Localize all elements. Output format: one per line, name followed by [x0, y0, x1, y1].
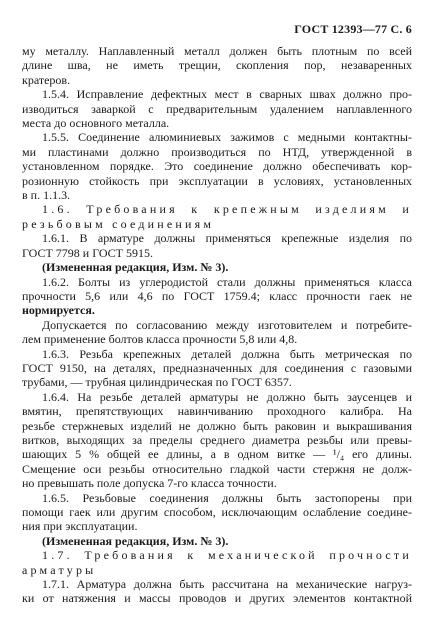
text-line: 1.7.1. Арматура должна быть рассчитана на механические нагруз-	[42, 577, 412, 592]
text-line: места до основного металла.	[22, 116, 170, 131]
text-line: ГОСТ 9150, на деталях, предназначенных для соединения с газовыми	[22, 360, 412, 375]
text-line: розионную стойкость при эксплуатации в условиях, установленных	[22, 173, 412, 188]
document-body	[22, 44, 412, 606]
text-line: 1.6. Требования к крепежным изделиям и	[42, 202, 412, 217]
text-line: 1.6.4. На резьбе деталей арматуры не должно быть заусенцев и	[42, 389, 412, 404]
text-line: кратеров.	[22, 72, 71, 87]
text-line: трубами, — трубная цилиндрическая по ГОСТ 6357.	[22, 375, 292, 390]
text-line: изводиться заваркой с предварительным удалением наплавленного	[22, 101, 412, 116]
text-line: 1.6.2. Болты из углеродистой стали должны применяться класса	[42, 274, 412, 289]
text-line: вмятин, препятствующих навинчиванию проходного калибра. На	[22, 404, 412, 419]
text-line: 1.5.5. Соединение алюминиевых зажимов с медными контактны-	[42, 130, 412, 145]
text-line: арматуры	[22, 562, 97, 577]
text-line: ки от натяжения и массы проводов и других элементов контактной	[22, 591, 412, 606]
page-header: ГОСТ 12393—77 С. 6	[294, 22, 412, 36]
text-line: шающих 5 % общей ее длины, а в одном витке — ¹/₄ его длины.	[22, 447, 412, 462]
text-line: 1.7. Требования к механической прочности	[42, 548, 412, 563]
text-line: резьбовым соединениям	[22, 216, 215, 231]
text-line: прочности 5,6 или 4,6 по ГОСТ 1759.4; класс прочности гаек не	[22, 288, 412, 303]
text-line: нормируется.	[22, 303, 95, 318]
text-line: ния при эксплуатации.	[22, 519, 138, 534]
text-line: в п. 1.1.3.	[22, 188, 71, 203]
text-line: Смещение оси резьбы относительно гладкой части стержня не долж-	[22, 461, 412, 476]
text-line: му металлу. Наплавленный металл должен быть плотным по всей	[22, 44, 412, 58]
text-line: длине шва, не иметь трещин, скопления пор, незаваренных	[22, 58, 412, 73]
text-line: 1.6.3. Резьба крепежных деталей должна быть метрическая по	[42, 346, 412, 361]
text-line: ГОСТ 7798 и ГОСТ 5915.	[22, 245, 153, 260]
text-line: (Измененная редакция, Изм. № 3).	[42, 260, 229, 275]
text-line: установленном порядке. Это соединение должно обеспечивать кор-	[22, 159, 412, 174]
text-line: ми пластинами должно производиться по НТД, утвержденной в	[22, 144, 412, 159]
text-line: 1.6.1. В арматуре должны применяться крепежные изделия по	[42, 231, 412, 246]
text-line: но превышать поле допуска 7-го класса точности.	[22, 476, 277, 491]
text-line: Допускается по согласованию между изготовителем и потребите-	[42, 317, 412, 332]
text-line: помощи гаек или другим способом, исключающим ослабление соедине-	[22, 505, 412, 519]
text-line: 1.5.4. Исправление дефектных мест в сварных швах должно про-	[42, 87, 412, 102]
text-line: 1.6.5. Резьбовые соединения должны быть застопорены при	[42, 490, 412, 505]
text-line: лем применение болтов класса прочности 5,8 или 4,8.	[22, 332, 298, 347]
text-line: (Измененная редакция, Изм. № 3).	[42, 533, 229, 548]
text-line: резьбе стержневых изделий не должно быть раковин и выкрашивания	[22, 418, 412, 433]
text-line: витков, выходящих за пределы среднего диаметра резьбы или превы-	[22, 432, 412, 447]
